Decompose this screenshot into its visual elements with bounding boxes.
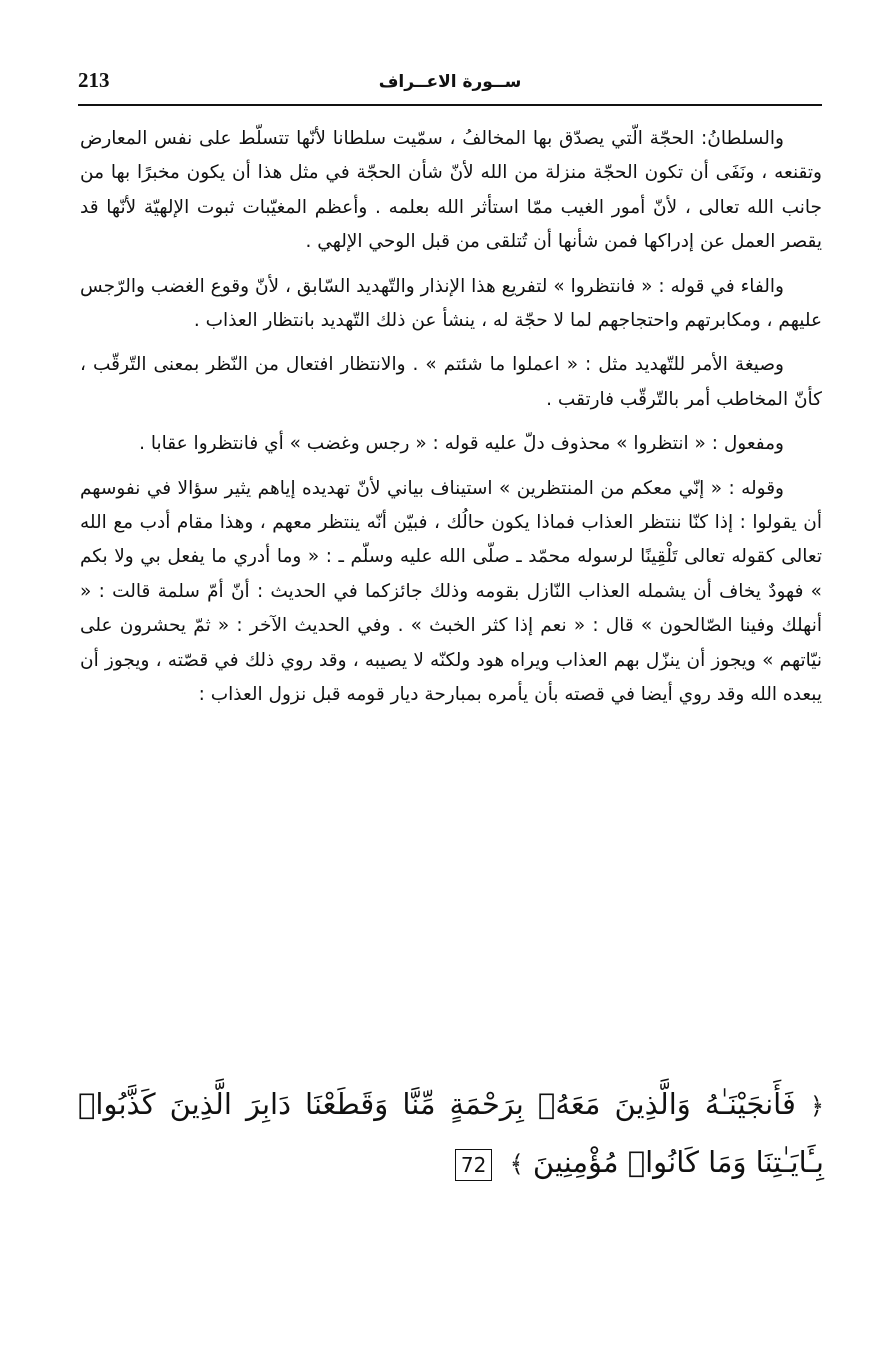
paragraph: وصيغة الأمر للتّهديد مثل : « اعملوا ما شئتم » . والانتظار افتعال من النّظر بمعنى التّرقّب ، كأنّ المخاطب أمر بالتّرقّب فارتقب .	[80, 354, 822, 410]
paragraph: وقوله : « إنّي معكم من المنتظرين » استيناف بياني لأنّ تهديده إياهم يثير سؤالا في نفوسهم أن يقولوا : إذا كنّا ننتظر العذاب فماذا يكون حالُك ، فبيّن أنّه ينتظر معهم ، وهذا مقام أدب مع الله تعالى كقوله تعالى تَلْقِينًا لرسوله محمّد ـ صلّى الله عليه وسلّم ـ : « وما أدري ما يفعل بي ولا بكم » فهودٌ يخاف أن يشمله العذاب النّازل بقومه وذلك جائزكما في الحديث : أنّ أمّ سلمة قالت : « أنهلك وفينا الصّالحون » قال : « نعم إذا كثر الخبث » . وفي الحديث الآخر : « ثمّ يحشرون على نيّاتهم » ويجوز أن ينزّل بهم العذاب ويراه هود ولكنّه لا يصيبه ، وقد روي ذلك في قصّته ، ويجوز أن يبعده الله وقد روي أيضا في قصته بأن يأمره بمبارحة ديار قومه قبل نزول العذاب :	[80, 477, 822, 706]
paragraph: ومفعول : « انتظروا » محذوف دلّ عليه قوله : « رجس وغضب » أي فانتظروا عقابا .	[139, 433, 784, 455]
surah-title: ســورة الاعــراف	[378, 72, 522, 92]
commentary-text	[80, 122, 822, 723]
verse-text: فَأَنجَيْنَـٰهُ وَالَّذِينَ مَعَهُۥ بِرَحْمَةٍ مِّنَّا وَقَطَعْنَا دَابِرَ الَّذِينَ كَذَّبُوا۟ بِـَٔايَـٰتِنَا وَمَا كَانُوا۟ مُؤْمِنِينَ	[78, 1087, 824, 1179]
verse-number: 72	[455, 1149, 492, 1181]
verse-open-bracket: ﴿	[809, 1092, 824, 1120]
header-divider	[78, 104, 822, 106]
verse-close-bracket: ﴾	[509, 1150, 524, 1178]
quran-verse	[78, 1076, 824, 1192]
paragraph: والفاء في قوله : « فانتظروا » لتفريع هذا الإنذار والتّهديد السّابق ، لأنّ وقوع الغضب والرّجس عليهم ، ومكابرتهم واحتجاجهم لما لا حجّة له ، ينشأ عن ذلك التّهديد بانتظار العذاب .	[80, 275, 822, 332]
paragraph: والسلطانُ: الحجّة الّتي يصدّق بها المخالفُ ، سمّيت سلطانا لأنّها تتسلّط على نفس المعارض وتقنعه ، ونَفَى أن تكون الحجّة منزلة من الله لأنّ شأن الحجّة في مثل هذا أن يكون مخبرًا بها من جانب الله تعالى ، لأنّ أمور الغيب ممّا استأثر الله بعلمه . وأعظم المغيّبات ثبوت الإلهيّة لأنّها قد يقصر العمل عن إدراكها فمن شأنها أن تُتلقى من قبل الوحي الإلهي .	[80, 128, 822, 253]
page-number: 213	[78, 68, 110, 92]
